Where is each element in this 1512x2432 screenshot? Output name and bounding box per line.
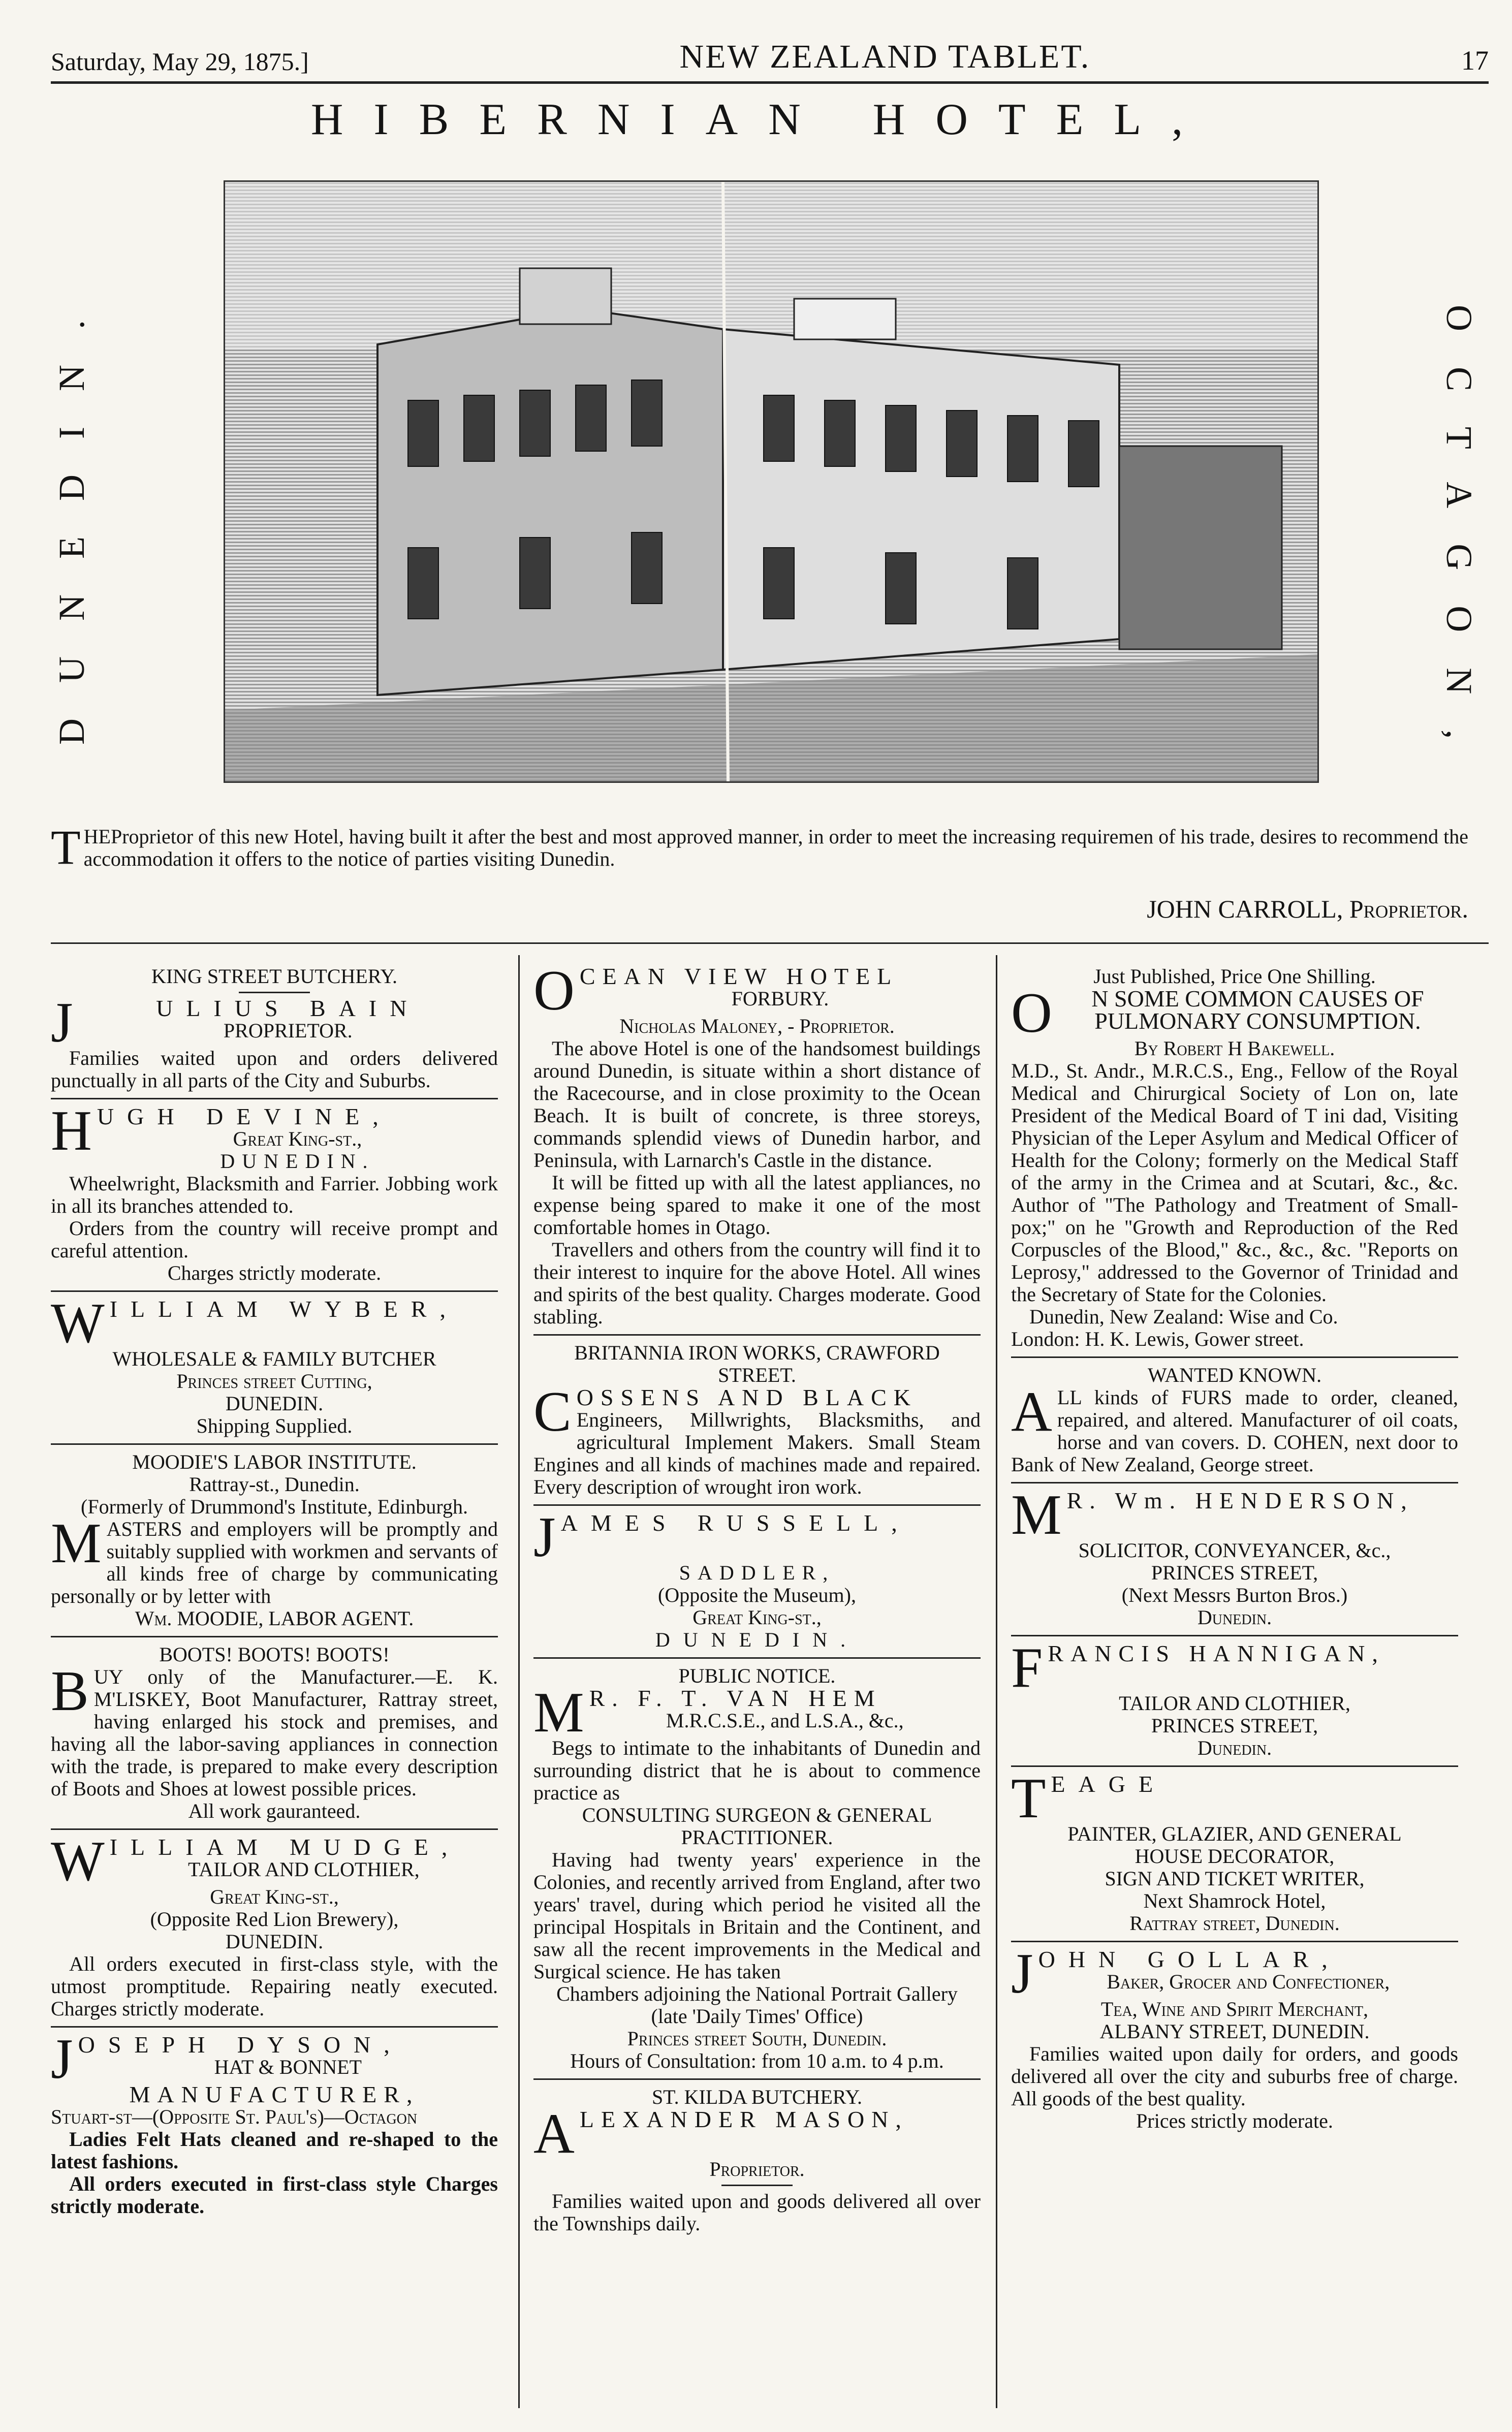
ad-town: Dunedin. (1197, 1736, 1272, 1759)
ad-street: Great King-st., (692, 1606, 822, 1629)
ad-body: ASTERS and employers will be promptly and suitably supplied with workmen and servants of all kinds free of charge by communicating personally or by letter with (51, 1518, 498, 1607)
ad-rule (533, 2078, 981, 2080)
ad-rule (1011, 1635, 1458, 1636)
ad-name: EAGE (1051, 1771, 1167, 1797)
side-word-octagon: OCTAGON, (1439, 305, 1479, 775)
ad-body: Travellers and others from the country will find it to their interest to inquire for the above Hotel. All wines and spirits of the best quality. Charges moderate. Good stabling. (533, 1238, 981, 1328)
hotel-engraving (224, 180, 1319, 783)
ad-francis-hannigan (1011, 1636, 1458, 1759)
ad-heading: BRITANNIA IRON WORKS, CRAWFORD STREET. (574, 1341, 940, 1386)
hotel-notice-text: HEProprietor of this new Hotel, having built it after the best and most approved manner, in order to meet the increasing requiremen of his trade, desires to recommend the accommodation it offers to the notice of parties visiting Dunedin. (83, 825, 1469, 870)
column-3 (1011, 965, 1458, 2134)
ad-body: Having had twenty years' experience in the Colonies, and recently arrived from England, after two years' travel, during which period he visited all the principal Hospitals in Britain and the Continent, and saw all the recent improvements in the Medical and Surgical science. He has taken (533, 1848, 981, 1983)
ad-body: Families waited upon daily for orders, and goods delivered all over the city and suburbs free of charge. All goods of the best quality. (1011, 2042, 1458, 2110)
ad-body: Shipping Supplied. (196, 1414, 353, 1437)
ad-name: AMES RUSSELL, (560, 1510, 910, 1536)
side-word-dunedin: DUNEDIN. (51, 285, 92, 745)
ad-footer: Charges strictly moderate. (167, 1261, 382, 1284)
ad-name: OSEPH DYSON, (78, 2032, 403, 2058)
ad-town: DUNEDIN. (225, 1392, 324, 1415)
drop-cap: A (1011, 1380, 1052, 1443)
ad-body: Orders from the country will receive prompt and careful attention. (51, 1217, 498, 1262)
column-2 (533, 959, 981, 2237)
ad-wanted-known (1011, 1364, 1458, 1476)
ad-price: Just Published, Price One Shilling. (1093, 965, 1376, 988)
ad-town: Dunedin. (1197, 1606, 1272, 1629)
drop-cap: A (533, 2102, 575, 2165)
drop-cap: B (51, 1660, 89, 1723)
ad-trade: SIGN AND TICKET WRITER, (1105, 1867, 1365, 1890)
ad-body: M.D., St. Andr., M.R.C.S., Eng., Fellow of the Royal Medical and Chirurgical Society of Lon on, late President of the Medical Board of T ini dad, Visiting Physician of the Leper Asylum and Medical Officer of Health for the Colony; formerly on the Medical Staff of the army in the Crimea and at Scutari, &c., &c. Author of "The Pathology and Treatment of Small-pox;" on he "Growth and Reproduction of the Red Corpuscles of the Blood," &c., &c., &c. "Reports on Leprosy," addressed to the Governor of Trinidad and the Secretary of State for the Colonies. (1011, 1059, 1458, 1306)
hotel-notice (51, 820, 1489, 874)
ad-heading: PUBLIC NOTICE. (678, 1664, 836, 1687)
ad-address: Rattray-st., Dunedin. (189, 1473, 360, 1496)
ad-near: Next Shamrock Hotel, (1143, 1889, 1326, 1912)
ad-heading: WANTED KNOWN. (1147, 1364, 1322, 1386)
ad-body: It will be fitted up with all the latest appliances, no expense being spared to make it one of the most comfortable homes in Otago. (533, 1171, 981, 1239)
masthead-rule (51, 81, 1489, 84)
ad-ocean-view-hotel (533, 959, 981, 1328)
ad-title: N SOME COMMON CAUSES OF PULMONARY CONSUMPTION. (1091, 986, 1424, 1034)
ad-name: LEXANDER MASON, (579, 2106, 908, 2132)
ad-heading: KING STREET BUTCHERY. (151, 965, 398, 988)
ad-trade: SOLICITOR, CONVEYANCER, &c., (1078, 1539, 1391, 1562)
ad-opposite: (Opposite the Museum), (658, 1584, 856, 1606)
drop-cap: J (533, 1506, 556, 1569)
ad-james-russell (533, 1506, 981, 1651)
drop-cap: T (1011, 1767, 1046, 1830)
hotel-name: HIBERNIAN HOTEL, (310, 95, 1214, 144)
drop-cap: O (1011, 982, 1052, 1045)
ad-body: UY only of the Manufacturer.—E. K. M'LISKEY, Boot Manufacturer, Rattray street, having enlarged his stock and premises, and having all the labor-saving appliances in connection with the trade, is prepared to make every description of Boots and Shoes at lowest possible prices. (51, 1665, 498, 1800)
ad-boots (51, 1644, 498, 1822)
ad-body: Begs to intimate to the inhabitants of Dunedin and surrounding district that he is about to commence practice as (533, 1736, 981, 1804)
ad-address: Stuart-st—(Opposite St. Paul's)—Octagon (51, 2105, 418, 2128)
ad-rule (51, 1290, 498, 1292)
ad-trade: Tea, Wine and Spirit Merchant, (1100, 1998, 1369, 2020)
drop-cap: M (1011, 1483, 1062, 1546)
ad-public-notice-van-hem (533, 1665, 981, 2072)
ad-heading: BOOTS! BOOTS! BOOTS! (159, 1643, 390, 1666)
ad-body: All orders executed in first-class style Charges strictly moderate. (51, 2172, 498, 2218)
section-rule (51, 942, 1489, 944)
column-divider (996, 955, 997, 2408)
ad-opposite: (Opposite Red Lion Brewery), (150, 1908, 399, 1931)
ad-trade: WHOLESALE & FAMILY BUTCHER (112, 1347, 436, 1370)
ad-trade: HOUSE DECORATOR, (1135, 1845, 1335, 1868)
hotel-notice-dropcap: T (51, 820, 81, 874)
ad-footer: Prices strictly moderate. (1136, 2109, 1333, 2132)
ad-street: Great King-st., (233, 1127, 362, 1150)
ad-wm-henderson (1011, 1483, 1458, 1629)
masthead (51, 36, 1489, 76)
ad-rule (51, 1828, 498, 1830)
ad-name: UGH DEVINE, (97, 1103, 392, 1129)
ad-body: Families waited upon and goods delivered all over the Townships daily. (533, 2190, 981, 2235)
drop-cap: M (533, 1681, 584, 1744)
ad-hours: Hours of Consultation: from 10 a.m. to 4 p.m. (570, 2049, 944, 2072)
ad-rule (51, 2026, 498, 2028)
column-divider (518, 955, 520, 2408)
ad-heading: MOODIE'S LABOR INSTITUTE. (132, 1450, 417, 1473)
short-rule (239, 992, 310, 993)
ad-rule (51, 1636, 498, 1637)
ad-name: OSSENS AND BLACK (576, 1384, 918, 1410)
ad-rule (533, 1504, 981, 1506)
ad-street: PRINCES STREET, (1151, 1561, 1318, 1584)
ad-signature: Wm. MOODIE, LABOR AGENT. (135, 1607, 414, 1630)
ad-name: R. F. T. VAN HEM (589, 1685, 882, 1711)
drop-cap: W (51, 1292, 105, 1355)
ad-trade: Baker, Grocer and Confectioner, (1107, 1970, 1390, 1993)
ad-name: RANCIS HANNIGAN, (1048, 1640, 1385, 1666)
page-number: 17 (1461, 45, 1489, 76)
ad-street: Princes street Cutting, (176, 1370, 372, 1393)
ad-name: ILLIAM WYBER, (109, 1296, 459, 1322)
ad-pulmonary-consumption-book (1011, 965, 1458, 1350)
ad-author: By Robert H Bakewell. (1134, 1037, 1335, 1060)
ad-qualifications: M.R.C.S.E., and L.S.A., &c., (666, 1709, 904, 1732)
ad-street: ALBANY STREET, DUNEDIN. (1099, 2020, 1370, 2043)
ad-trade: TAILOR AND CLOTHIER, (1119, 1692, 1350, 1715)
ad-street: PRINCES STREET, (1151, 1714, 1318, 1737)
ad-publisher: London: H. K. Lewis, Gower street. (1011, 1328, 1304, 1350)
drop-cap: C (533, 1380, 572, 1443)
ad-name: ILLIAM MUDGE, (109, 1834, 461, 1860)
ad-next: (Next Messrs Burton Bros.) (1121, 1584, 1348, 1606)
ad-rule (1011, 1482, 1458, 1483)
ad-st-kilda-butchery (533, 2086, 981, 2235)
ad-place: FORBURY. (731, 987, 829, 1010)
ad-rule (51, 1443, 498, 1445)
ad-footer: All work gauranteed. (188, 1799, 361, 1822)
ad-trade: HAT & BONNET (214, 2056, 362, 2078)
drop-cap: O (533, 959, 575, 1022)
ad-body: Ladies Felt Hats cleaned and re-shaped to the latest fashions. (51, 2128, 498, 2173)
ad-body: All orders executed in first-class style, with the utmost promptitude. Repairing neatly executed. Charges strictly moderate. (51, 1952, 498, 2020)
short-rule (721, 2185, 793, 2186)
ad-town: DUNEDIN. (225, 1930, 324, 1953)
ad-body: The above Hotel is one of the handsomest buildings around Dunedin, is situate within a short distance of the Racecourse, and in close proximity to the Ocean Beach. It is built of concrete, is three storeys, commands splendid views of Dunedin harbor, and Peninsula, with Larnarch's Castle in the distance. (533, 1037, 981, 1172)
ad-trade: PAINTER, GLAZIER, AND GENERAL (1067, 1822, 1402, 1845)
ad-role: PROPRIETOR. (223, 1019, 353, 1042)
ad-moodies-labor-institute (51, 1451, 498, 1630)
ad-formerly: (Formerly of Drummond's Institute, Edinburgh. (81, 1495, 468, 1518)
ad-trade: MANUFACTURER, (129, 2081, 420, 2107)
column-1 (51, 965, 498, 2220)
ad-street: Princes street South, Dunedin. (627, 2027, 887, 2050)
hotel-proprietor: JOHN CARROLL, Proprietor. (1147, 895, 1468, 923)
ad-street: Great King-st., (210, 1885, 339, 1908)
ad-hugh-devine (51, 1099, 498, 1284)
ad-proprietor: Nicholas Maloney, - Proprietor. (619, 1015, 895, 1037)
ad-rule (1011, 1765, 1458, 1767)
ad-body: Families waited upon and orders delivered punctually in all parts of the City and Suburbs. (51, 1047, 498, 1092)
drop-cap: J (51, 2028, 73, 2091)
ad-name: CEAN VIEW HOTEL (579, 963, 899, 989)
ad-trade: SADDLER, (679, 1561, 835, 1584)
newspaper-title: NEW ZEALAND TABLET. (679, 38, 1091, 75)
ad-william-mudge (51, 1830, 498, 2020)
ad-rule (533, 1334, 981, 1336)
ad-britannia-iron-works (533, 1342, 981, 1498)
drop-cap: W (51, 1830, 105, 1893)
ad-rule (1011, 1941, 1458, 1942)
ad-late: (late 'Daily Times' Office) (651, 2005, 863, 2028)
ad-town: DUNEDIN. (220, 1150, 375, 1173)
ad-rule (51, 1098, 498, 1099)
ad-trade: TAILOR AND CLOTHIER, (188, 1858, 420, 1881)
ad-body: LL kinds of FURS made to order, cleaned, repaired, and altered. Manufacturer of oil coats, horse and van covers. D. COHEN, next door to Bank of New Zealand, George street. (1011, 1386, 1458, 1476)
ad-street: Rattray street, Dunedin. (1129, 1912, 1340, 1935)
ad-rule (533, 1657, 981, 1659)
hotel-building-illustration (225, 182, 1317, 781)
ad-role: Proprietor. (709, 2158, 805, 2181)
ad-name: R. Wm. HENDERSON, (1066, 1488, 1414, 1513)
ad-john-gollar (1011, 1942, 1458, 2132)
ad-heading: ST. KILDA BUTCHERY. (651, 2086, 863, 2108)
ad-teage (1011, 1767, 1458, 1935)
ad-rule (1011, 1356, 1458, 1358)
ad-william-wyber (51, 1292, 498, 1437)
ad-joseph-dyson (51, 2028, 498, 2218)
ad-name: ULIUS BAIN (156, 995, 420, 1021)
drop-cap: M (51, 1512, 102, 1575)
ad-chambers: Chambers adjoining the National Portrait Gallery (556, 1982, 958, 2005)
issue-date: Saturday, May 29, 1875.] (51, 47, 309, 76)
drop-cap: H (51, 1099, 92, 1162)
ad-title: CONSULTING SURGEON & GENERAL PRACTITIONER. (582, 1804, 932, 1849)
ad-king-street-butchery (51, 965, 498, 1092)
drop-cap: J (51, 991, 73, 1054)
ad-name: OHN GOLLAR, (1038, 1946, 1341, 1972)
drop-cap: J (1011, 1942, 1033, 2005)
ad-town: DUNEDIN. (655, 1628, 859, 1651)
ad-body: Engineers, Millwrights, Blacksmiths, and agricultural Implement Makers. Small Steam Engines and all kinds of machines made and repaired. Every description of wrought iron work. (533, 1408, 981, 1498)
ad-publisher: Dunedin, New Zealand: Wise and Co. (1029, 1305, 1338, 1328)
drop-cap: F (1011, 1636, 1043, 1699)
ad-body: Wheelwright, Blacksmith and Farrier. Jobbing work in all its branches attended to. (51, 1172, 498, 1217)
